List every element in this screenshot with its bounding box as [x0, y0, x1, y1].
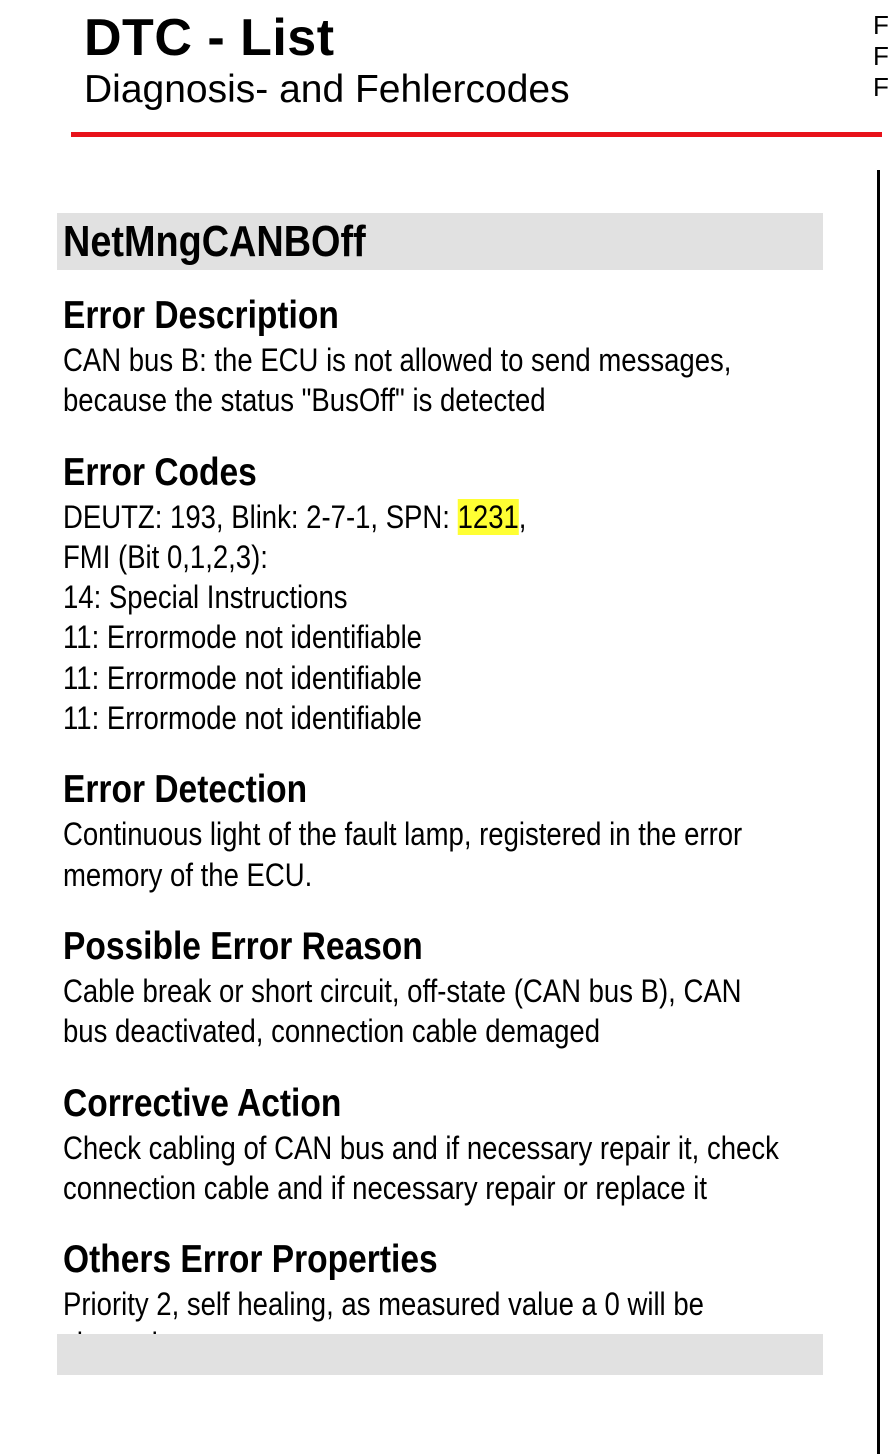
- dtc-footer-band: [57, 1334, 823, 1375]
- body-line: connection cable and if necessary repair or replace it: [63, 1169, 708, 1206]
- cut-off-right-text: [873, 10, 889, 103]
- section-heading: Error Description: [63, 294, 339, 337]
- cut-off-char: F: [873, 41, 889, 71]
- body-line: 11: Errormode not identifiable: [63, 659, 422, 696]
- code-prefix: DEUTZ: 193, Blink: 2-7-1, SPN:: [63, 498, 458, 535]
- error-codes-section: [63, 449, 853, 739]
- error-description-section: [63, 292, 853, 421]
- corrective-action-section: [63, 1080, 853, 1209]
- error-detection-section: [63, 766, 853, 895]
- document-title: DTC - List: [84, 9, 335, 67]
- body-line: because the status "BusOff" is detected: [63, 382, 546, 419]
- section-heading: Error Codes: [63, 450, 257, 494]
- section-body: [63, 497, 837, 739]
- section-heading: Possible Error Reason: [63, 924, 423, 968]
- body-line: bus deactivated, connection cable demaged: [63, 1013, 601, 1050]
- section-heading: Error Detection: [63, 768, 308, 812]
- section-body: [63, 814, 837, 895]
- body-line: 11: Errormode not identifiable: [63, 700, 422, 737]
- body-line: FMI (Bit 0,1,2,3):: [63, 538, 268, 575]
- spn-highlight: 1231: [457, 498, 519, 535]
- body-line: CAN bus B: the ECU is not allowed to send messages,: [63, 342, 732, 378]
- code-suffix: ,: [518, 498, 527, 535]
- section-body: [63, 971, 837, 1052]
- document-header: [84, 10, 570, 112]
- document-subtitle: Diagnosis- and Fehlercodes: [84, 68, 570, 111]
- header-red-divider: [71, 132, 882, 137]
- section-heading: Corrective Action: [63, 1081, 342, 1125]
- code-line: [63, 497, 837, 537]
- body-line: 14: Special Instructions: [63, 579, 348, 616]
- body-line: Check cabling of CAN bus and if necessary repair it, check: [63, 1129, 779, 1166]
- section-body: [63, 1128, 837, 1209]
- dtc-name: NetMngCANBOff: [63, 217, 366, 266]
- possible-error-reason-section: [63, 923, 853, 1052]
- section-body: [63, 340, 837, 421]
- cut-off-char: F: [873, 10, 889, 40]
- cut-off-char: F: [873, 72, 889, 102]
- body-line: memory of the ECU.: [63, 856, 313, 893]
- section-heading: Others Error Properties: [63, 1238, 438, 1282]
- right-vertical-divider: [877, 170, 880, 1454]
- body-line: 11: Errormode not identifiable: [63, 619, 422, 656]
- dtc-content: [63, 292, 853, 1393]
- body-line: Continuous light of the fault lamp, registered in the error: [63, 816, 743, 853]
- body-line: Cable break or short circuit, off-state (CAN bus B), CAN: [63, 972, 742, 1009]
- body-line: Priority 2, self healing, as measured value a 0 will be: [63, 1286, 704, 1323]
